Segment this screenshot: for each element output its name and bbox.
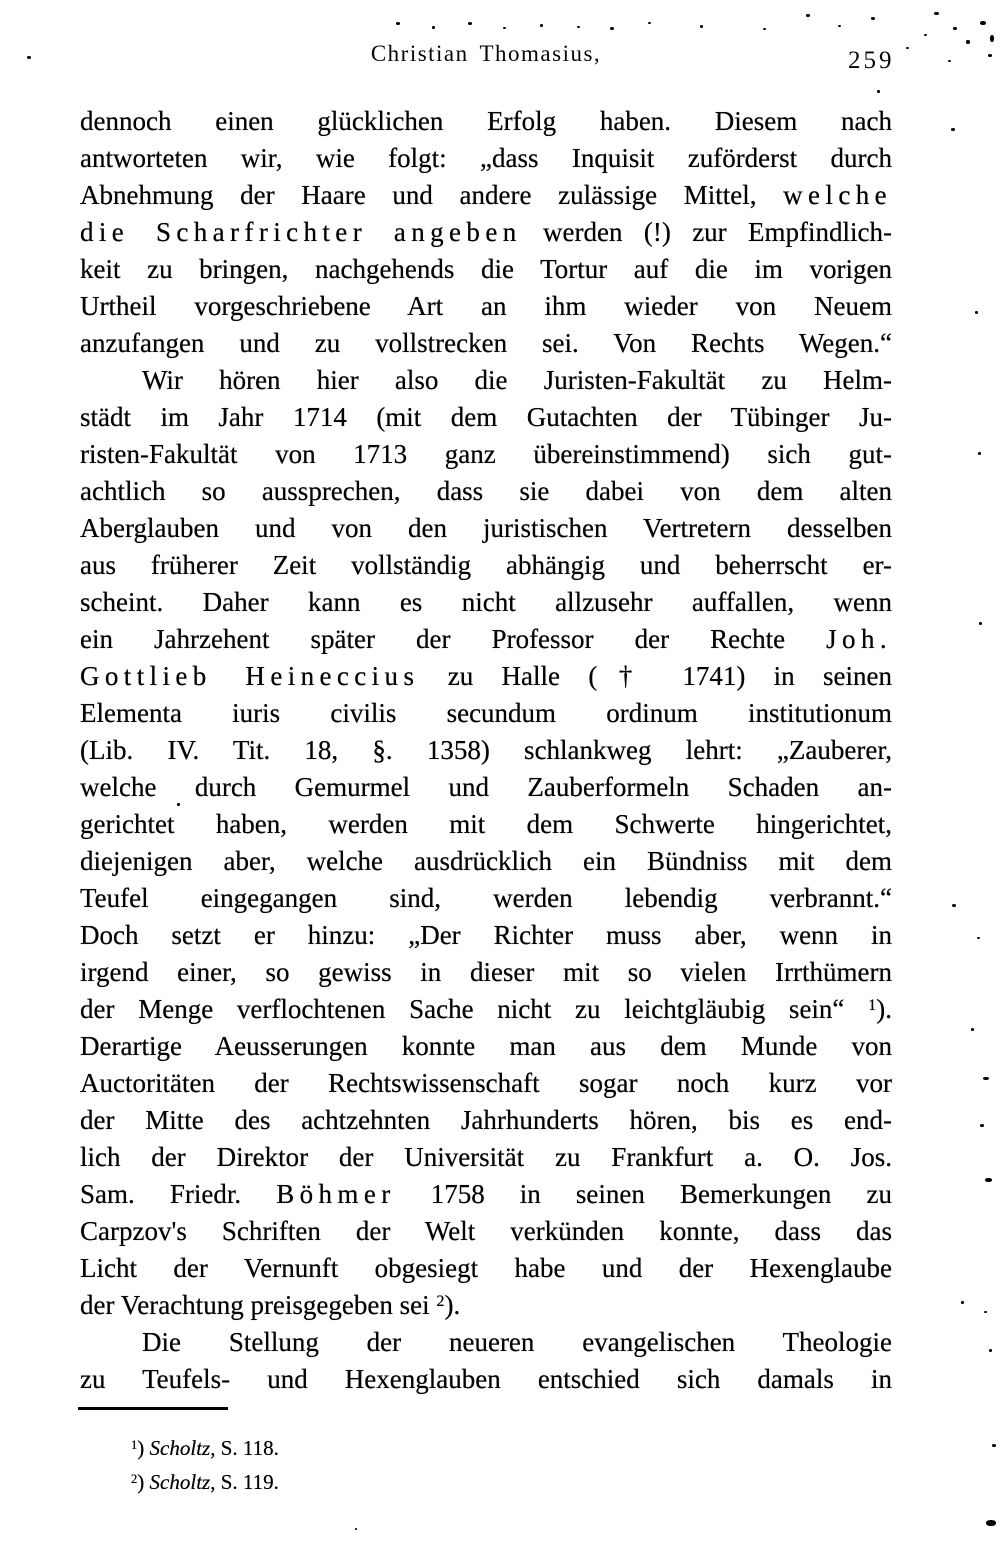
scan-speck — [952, 904, 956, 907]
scan-speck — [468, 22, 472, 25]
scan-speck — [838, 25, 841, 27]
text-segment: Gottlieb Heineccius — [80, 661, 420, 691]
text-line — [80, 288, 892, 325]
text-line — [80, 177, 892, 214]
text-segment: Licht der Vernunft obgesiegt habe und der Hexenglaube — [80, 1253, 892, 1283]
text-segment: Derartige Aeusserungen konnte man aus dem Munde von — [80, 1031, 892, 1061]
text-line — [80, 325, 892, 362]
text-line — [80, 140, 892, 177]
scan-speck — [806, 14, 810, 17]
text-segment: Aberglauben und von den juristischen Vertretern desselben — [80, 513, 892, 543]
footnote-bracket: ) — [137, 1436, 150, 1460]
text-line — [80, 103, 892, 140]
scan-speck — [990, 35, 994, 42]
scan-speck — [503, 27, 506, 29]
scan-speck — [966, 40, 970, 44]
scan-speck — [763, 28, 766, 30]
scan-speck — [432, 26, 435, 29]
text-line — [80, 362, 892, 399]
scan-speck — [871, 17, 875, 20]
text-segment: keit zu bringen, nachgehends die Tortur auf die im vorigen — [80, 254, 892, 284]
footnote-bracket: ) — [137, 1470, 150, 1494]
text-segment: Wir hören hier also die Juristen-Fakultät zu Helm- — [142, 365, 892, 395]
text-segment: Abnehmung der Haare und andere zulässige Mittel, — [80, 180, 784, 210]
scan-speck — [396, 22, 400, 25]
text-segment: irgend einer, so gewiss in dieser mit so vielen Irrthümern — [80, 957, 892, 987]
running-header-title: Christian Thomasius, — [370, 41, 602, 66]
text-segment: diejenigen aber, welche ausdrücklich ein Bündniss mit dem — [80, 846, 892, 876]
scan-speck — [177, 803, 180, 806]
text-segment: antworteten wir, wie folgt: „dass Inquisit zuförderst durch — [80, 143, 892, 173]
scan-speck — [27, 56, 31, 59]
text-segment: Die Stellung der neueren evangelischen Theologie — [142, 1327, 892, 1357]
text-segment: welche — [783, 180, 892, 210]
text-segment: ein Jahrzehent später der Professor der Rechte — [80, 624, 827, 654]
scan-speck — [985, 1178, 992, 1182]
text-line — [80, 880, 892, 917]
text-line — [80, 547, 892, 584]
text-line — [80, 695, 892, 732]
footnote-item — [131, 1465, 279, 1499]
scan-speck — [961, 1301, 964, 1304]
text-segment: Böhmer — [276, 1179, 396, 1209]
scan-speck — [577, 26, 580, 28]
scan-speck — [953, 27, 957, 30]
text-segment: lich der Direktor der Universität zu Frankfurt a. O. Jos. — [80, 1142, 892, 1172]
page-number: 259 — [848, 47, 895, 74]
text-segment: 1758 in seinen Bemerkungen zu — [395, 1179, 892, 1209]
text-segment: werden (!) zur Empfindlich- — [521, 217, 892, 247]
text-line — [80, 473, 892, 510]
text-line — [80, 1324, 892, 1361]
scan-speck — [989, 1349, 992, 1352]
text-segment: dennoch einen glücklichen Erfolg haben. Diesem nach — [80, 106, 892, 136]
text-segment: scheint. Daher kann es nicht allzusehr auffallen, wenn — [80, 587, 892, 617]
text-segment: Auctoritäten der Rechtswissenschaft sogar noch kurz vor — [80, 1068, 892, 1098]
scan-speck — [540, 24, 543, 27]
text-line — [80, 510, 892, 547]
scan-speck — [355, 1528, 357, 1530]
scan-speck — [980, 1124, 984, 1127]
text-segment: der Verachtung preisgegeben sei — [80, 1290, 437, 1320]
scan-speck — [983, 1077, 989, 1080]
scan-speck — [975, 311, 978, 314]
text-line — [80, 1102, 892, 1139]
text-segment: achtlich so aussprechen, dass sie dabei von dem alten — [80, 476, 892, 506]
text-segment: zu Halle († 1741) in seinen — [419, 661, 892, 691]
text-line — [80, 251, 892, 288]
text-line — [80, 584, 892, 621]
text-line — [80, 214, 892, 251]
footnote-marker: 2 — [131, 1471, 138, 1486]
text-line — [80, 991, 892, 1028]
footnote-item — [131, 1431, 279, 1465]
text-line — [80, 1287, 892, 1324]
footnote-source: Scholtz — [149, 1470, 211, 1494]
scan-speck — [980, 21, 986, 25]
scan-speck — [951, 128, 955, 131]
scan-speck — [877, 90, 880, 93]
scan-speck — [986, 1520, 996, 1526]
text-segment: die Scharfrichter angeben — [80, 217, 522, 247]
text-segment: anzufangen und zu vollstrecken sei. Von Rechts Wegen.“ — [80, 328, 892, 358]
text-line — [80, 843, 892, 880]
scan-speck — [700, 25, 703, 28]
footnote-separator — [78, 1407, 228, 1410]
text-segment: ). — [876, 994, 892, 1024]
text-line — [80, 917, 892, 954]
footnote-source: Scholtz — [149, 1436, 211, 1460]
text-segment: Doch setzt er hinzu: „Der Richter muss aber, wenn in — [80, 920, 892, 950]
scan-speck — [971, 1028, 974, 1031]
scan-speck — [988, 54, 992, 57]
text-segment: Urtheil vorgeschriebene Art an ihm wieder von Neuem — [80, 291, 892, 321]
scan-speck — [992, 1444, 996, 1447]
scan-speck — [977, 937, 980, 939]
scan-speck — [610, 27, 614, 30]
text-line — [80, 769, 892, 806]
scan-speck — [979, 622, 982, 625]
footnotes — [131, 1431, 279, 1499]
footnote-text: , S. 118. — [210, 1436, 279, 1460]
text-segment: ). — [444, 1290, 461, 1320]
text-line — [80, 1139, 892, 1176]
footnote-text: , S. 119. — [210, 1470, 279, 1494]
text-line — [80, 1065, 892, 1102]
text-line — [80, 1176, 892, 1213]
text-line — [80, 954, 892, 991]
text-segment: städt im Jahr 1714 (mit dem Gutachten der Tübinger Ju- — [80, 402, 892, 432]
text-line — [80, 658, 892, 695]
text-segment: Elementa iuris civilis secundum ordinum institutionum — [80, 698, 892, 728]
footnote-reference: 2 — [436, 1291, 445, 1310]
footnote-reference: 1 — [868, 995, 877, 1014]
text-segment: der Menge verflochtenen Sache nicht zu leichtgläubig sein“ — [80, 994, 869, 1024]
text-segment: (Lib. IV. Tit. 18, §. 1358) schlankweg lehrt: „Zauberer, — [80, 735, 892, 765]
text-line — [80, 732, 892, 769]
scan-speck — [984, 1311, 987, 1313]
text-line — [80, 1250, 892, 1287]
text-segment: Joh. — [826, 624, 892, 654]
text-line — [80, 1361, 892, 1398]
text-segment: zu Teufels- und Hexenglauben entschied sich damals in — [80, 1364, 892, 1394]
text-segment: der Mitte des achtzehnten Jahrhunderts hören, bis es end- — [80, 1105, 892, 1135]
scan-speck — [906, 47, 909, 49]
text-segment: risten-Fakultät von 1713 ganz übereinstimmend) sich gut- — [80, 439, 892, 469]
text-line — [80, 399, 892, 436]
scan-speck — [934, 12, 939, 15]
text-line — [80, 806, 892, 843]
text-segment: gerichtet haben, werden mit dem Schwerte hingerichtet, — [80, 809, 892, 839]
footnote-marker: 1 — [131, 1437, 138, 1452]
text-line — [80, 436, 892, 473]
text-segment: Carpzov's Schriften der Welt verkünden konnte, dass das — [80, 1216, 892, 1246]
text-line — [80, 1213, 892, 1250]
scan-speck — [648, 22, 651, 24]
text-segment: welche durch Gemurmel und Zauberformeln Schaden an- — [80, 772, 892, 802]
text-segment: Teufel eingegangen sind, werden lebendig verbrannt.“ — [80, 883, 892, 913]
scan-speck — [978, 452, 981, 455]
body-text — [80, 103, 892, 1398]
scan-speck — [948, 60, 951, 62]
text-segment: aus früherer Zeit vollständig abhängig und beherrscht er- — [80, 550, 892, 580]
text-line — [80, 621, 892, 658]
text-segment: Sam. Friedr. — [80, 1179, 277, 1209]
text-line — [80, 1028, 892, 1065]
scan-speck — [924, 34, 927, 36]
